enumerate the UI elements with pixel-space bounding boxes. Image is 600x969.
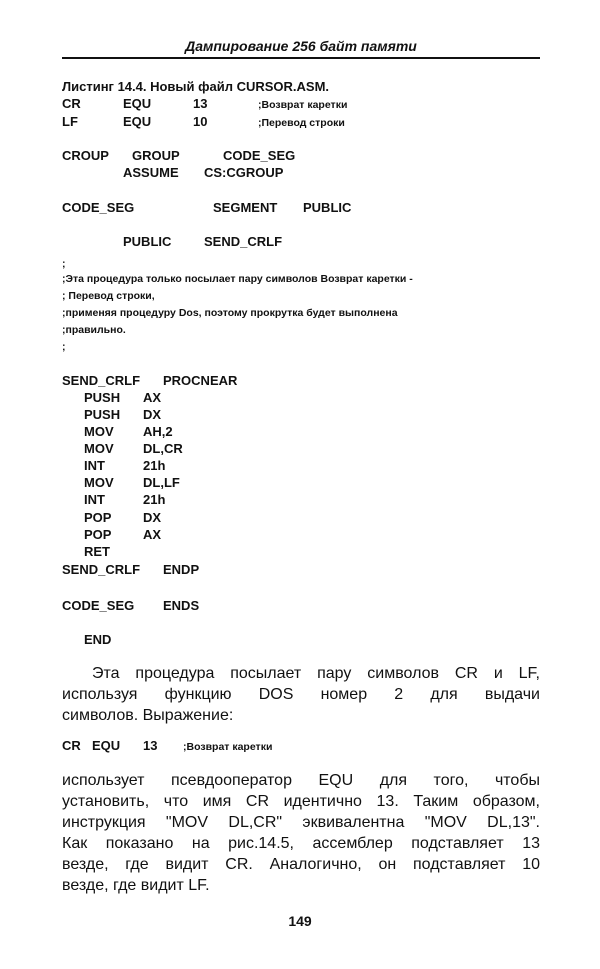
instruction-arg: 21h (143, 492, 166, 507)
comment-line: ; (62, 258, 66, 270)
comment-line: ;применяя процедуру Dos, поэтому прокрутка будет выполнена (62, 307, 398, 319)
paragraph-line: инструкция "MOV DL,CR" эквивалентна "MOV DL,13". (62, 814, 540, 831)
equate-comment: ;Возврат каретки (258, 99, 348, 111)
comment-line: ;правильно. (62, 324, 126, 336)
instruction-op: PUSH (84, 390, 121, 405)
ends-op: ENDS (163, 598, 200, 613)
example-comment: ;Возврат каретки (183, 741, 273, 753)
paragraph-line: везде, где видит LF. (62, 877, 210, 894)
instruction-arg: DX (143, 407, 162, 422)
instruction-arg: DL,LF (143, 475, 180, 490)
instruction-op: POP (84, 510, 112, 525)
group-op: GROUP (132, 148, 180, 163)
paragraph-line: Эта процедура посылает пару символов CR и LF, (92, 665, 540, 682)
instruction-arg: AH,2 (143, 424, 173, 439)
comment-line: ; (62, 341, 66, 353)
instruction-op: MOV (84, 441, 114, 456)
equate-name: CR (62, 96, 81, 111)
equate-value: 13 (193, 96, 208, 111)
segment-name: CODE_SEG (62, 200, 135, 215)
instruction-op: INT (84, 492, 105, 507)
example-op: EQU (92, 738, 121, 753)
example-name: CR (62, 738, 81, 753)
endp-op: ENDP (163, 562, 200, 577)
assume-op: ASSUME (123, 165, 179, 180)
equate-op: EQU (123, 96, 152, 111)
instruction-op: MOV (84, 424, 114, 439)
instruction-arg: DL,CR (143, 441, 183, 456)
instruction-arg: 21h (143, 458, 166, 473)
instruction-op: RET (84, 544, 110, 559)
proc-op: PROCNEAR (163, 373, 238, 388)
public-op: PUBLIC (123, 234, 172, 249)
instruction-op: PUSH (84, 407, 121, 422)
instruction-arg: AX (143, 390, 162, 405)
paragraph-line: установить, что имя CR идентично 13. Таким образом, (62, 793, 540, 810)
proc-name: SEND_CRLF (62, 373, 141, 388)
comment-line: ;Эта процедура только посылает пару символов Возврат каретки - (62, 273, 413, 285)
paragraph-line: везде, где видит CR. Аналогично, он подставляет 10 (62, 856, 540, 873)
paragraph-line: Как показано на рис.14.5, ассемблер подставляет 13 (62, 835, 540, 852)
endp-name: SEND_CRLF (62, 562, 141, 577)
instruction-op: INT (84, 458, 105, 473)
paragraph-line: используя функцию DOS номер 2 для выдачи (62, 686, 540, 703)
instruction-op: MOV (84, 475, 114, 490)
public-arg: SEND_CRLF (204, 234, 283, 249)
paragraph-line: символов. Выражение: (62, 707, 234, 724)
equate-name: LF (62, 114, 78, 129)
instruction-arg: DX (143, 510, 162, 525)
paragraph-line: использует псевдооператор EQU для того, чтобы (62, 772, 540, 789)
group-arg: CODE_SEG (223, 148, 296, 163)
listing-title: Листинг 14.4. Новый файл CURSOR.ASM. (62, 79, 330, 94)
header-rule (62, 57, 540, 59)
running-title: Дампирование 256 байт памяти (185, 38, 417, 54)
comment-line: ; Перевод строки, (62, 290, 155, 302)
body-paragraph (62, 663, 540, 726)
example-value: 13 (143, 738, 158, 753)
end-line: END (84, 632, 112, 647)
segment-op: SEGMENT (213, 200, 278, 215)
equate-value: 10 (193, 114, 208, 129)
segment-arg: PUBLIC (303, 200, 352, 215)
page-number: 149 (288, 913, 312, 929)
equate-comment: ;Перевод строки (258, 117, 345, 129)
group-name: CROUP (62, 148, 109, 163)
body-paragraph (62, 770, 540, 896)
equate-op: EQU (123, 114, 152, 129)
assume-arg: CS:CGROUP (204, 165, 284, 180)
instruction-arg: AX (143, 527, 162, 542)
instruction-op: POP (84, 527, 112, 542)
ends-name: CODE_SEG (62, 598, 135, 613)
